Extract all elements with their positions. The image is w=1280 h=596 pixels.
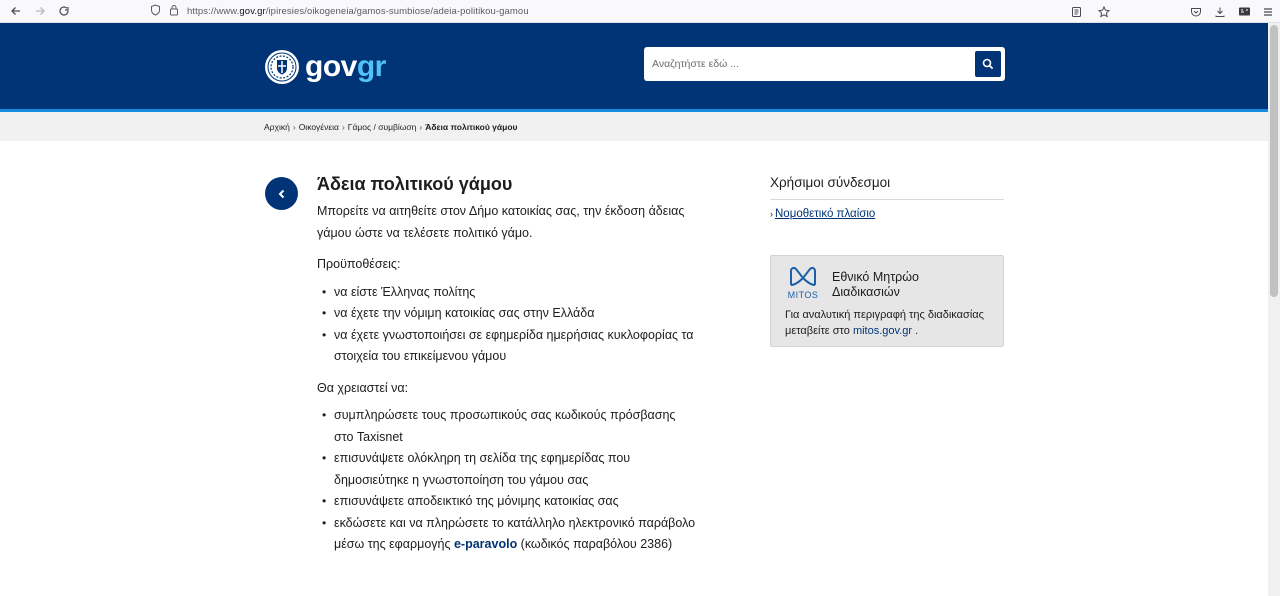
mitos-box xyxy=(770,255,1004,347)
mitos-logo[interactable]: MITOS xyxy=(786,265,820,300)
search-icon xyxy=(982,58,994,70)
legal-framework-link[interactable]: › Νομοθετικό πλαίσιο xyxy=(770,208,876,220)
breadcrumb xyxy=(264,122,517,132)
reload-icon[interactable] xyxy=(52,1,76,21)
scrollbar-thumb[interactable] xyxy=(1270,25,1278,297)
logo-gr-text: gr xyxy=(356,50,386,83)
url-text[interactable]: https://www.gov.gr/ipiresies/oikogeneia/gamos-sumbiose/adeia-politikou-gamou xyxy=(187,6,529,17)
list-item: • να έχετε γνωστοποιήσει σε εφημερίδα ημερήσιας κυκλοφορίας τα στοιχεία του επικείμενου γάμου xyxy=(317,325,697,368)
breadcrumb-item-home[interactable]: Αρχική xyxy=(264,122,290,132)
downloads-icon[interactable] xyxy=(1208,2,1232,22)
back-arrow-icon[interactable] xyxy=(4,1,28,21)
chevron-right-icon: › xyxy=(419,122,423,132)
intro-text: Μπορείτε να αιτηθείτε στον Δήμο κατοικίας σας, την έκδοση άδειας γάμου ώστε να τελέσετε πολιτικό γάμο. xyxy=(317,204,685,240)
chevron-right-icon: › xyxy=(770,209,773,219)
list-item: • να είστε Έλληνας πολίτης xyxy=(317,282,697,304)
lock-icon xyxy=(169,3,179,21)
forward-arrow-icon[interactable] xyxy=(28,1,52,21)
logo-gov-text: gov xyxy=(305,50,357,83)
sidebar xyxy=(770,175,1004,337)
browser-toolbar xyxy=(0,0,1280,23)
useful-links-title: Χρήσιμοι σύνδεσμοι xyxy=(770,175,1004,200)
list-item: • να έχετε την νόμιμη κατοικίας σας στην Ελλάδα xyxy=(317,303,697,325)
search-button[interactable] xyxy=(975,51,1001,77)
needs-heading: Θα χρειαστεί να: xyxy=(317,380,409,395)
mitos-icon xyxy=(788,265,818,289)
prerequisites-list xyxy=(317,282,697,368)
list-item: • επισυνάψετε αποδεικτικό της μόνιμης κατοικίας σας xyxy=(317,491,697,513)
govgr-logo[interactable] xyxy=(265,50,386,84)
mitos-description: Για αναλυτική περιγραφή της διαδικασίας μεταβείτε στο mitos.gov.gr . xyxy=(785,309,984,337)
greek-emblem-icon xyxy=(265,50,299,84)
breadcrumb-item-current: Άδεια πολιτικού γάμου xyxy=(425,122,518,132)
list-item-paravolo: • εκδώσετε και να πληρώσετε το κατάλληλο ηλεκτρονικό παράβολο μέσω της εφαρμογής e-paravolo (κωδικός παραβόλου 2386) xyxy=(317,513,697,556)
page-title: Άδεια πολιτικού γάμου xyxy=(317,174,513,194)
list-item: • επισυνάψετε ολόκληρη τη σελίδα της εφημερίδας που δημοσιεύτηκε η γνωστοποίηση του γάμου σας xyxy=(317,448,697,491)
search-box xyxy=(644,47,1005,81)
page-scrollbar[interactable] xyxy=(1268,23,1280,596)
url-bar[interactable] xyxy=(150,0,529,23)
pocket-icon[interactable] xyxy=(1184,2,1208,22)
chevron-right-icon: › xyxy=(341,122,345,132)
chevron-left-icon xyxy=(276,188,288,200)
breadcrumb-item-family[interactable]: Οικογένεια xyxy=(298,122,339,132)
mitos-link[interactable]: mitos.gov.gr xyxy=(852,325,913,337)
needs-list xyxy=(317,405,697,556)
menu-icon[interactable] xyxy=(1256,2,1280,22)
extension-icon[interactable] xyxy=(1232,2,1256,22)
mitos-title: Εθνικό Μητρώο Διαδικασιών xyxy=(832,270,919,299)
chevron-right-icon: › xyxy=(292,122,296,132)
search-input[interactable] xyxy=(652,49,975,79)
site-header xyxy=(0,23,1268,109)
list-item: • συμπληρώσετε τους προσωπικούς σας κωδικούς πρόσβασης στο Taxisnet xyxy=(317,405,697,448)
breadcrumb-item-marriage[interactable]: Γάμος / συμβίωση xyxy=(347,122,417,132)
e-paravolo-link[interactable]: e-paravolo xyxy=(453,537,518,551)
breadcrumb-bar xyxy=(0,112,1268,141)
main-content xyxy=(317,173,697,566)
back-button[interactable] xyxy=(265,177,298,210)
shield-icon xyxy=(150,3,161,21)
bookmark-star-icon[interactable] xyxy=(1092,2,1116,22)
reader-view-icon[interactable] xyxy=(1064,2,1088,22)
prerequisites-heading: Προϋποθέσεις: xyxy=(317,257,401,271)
